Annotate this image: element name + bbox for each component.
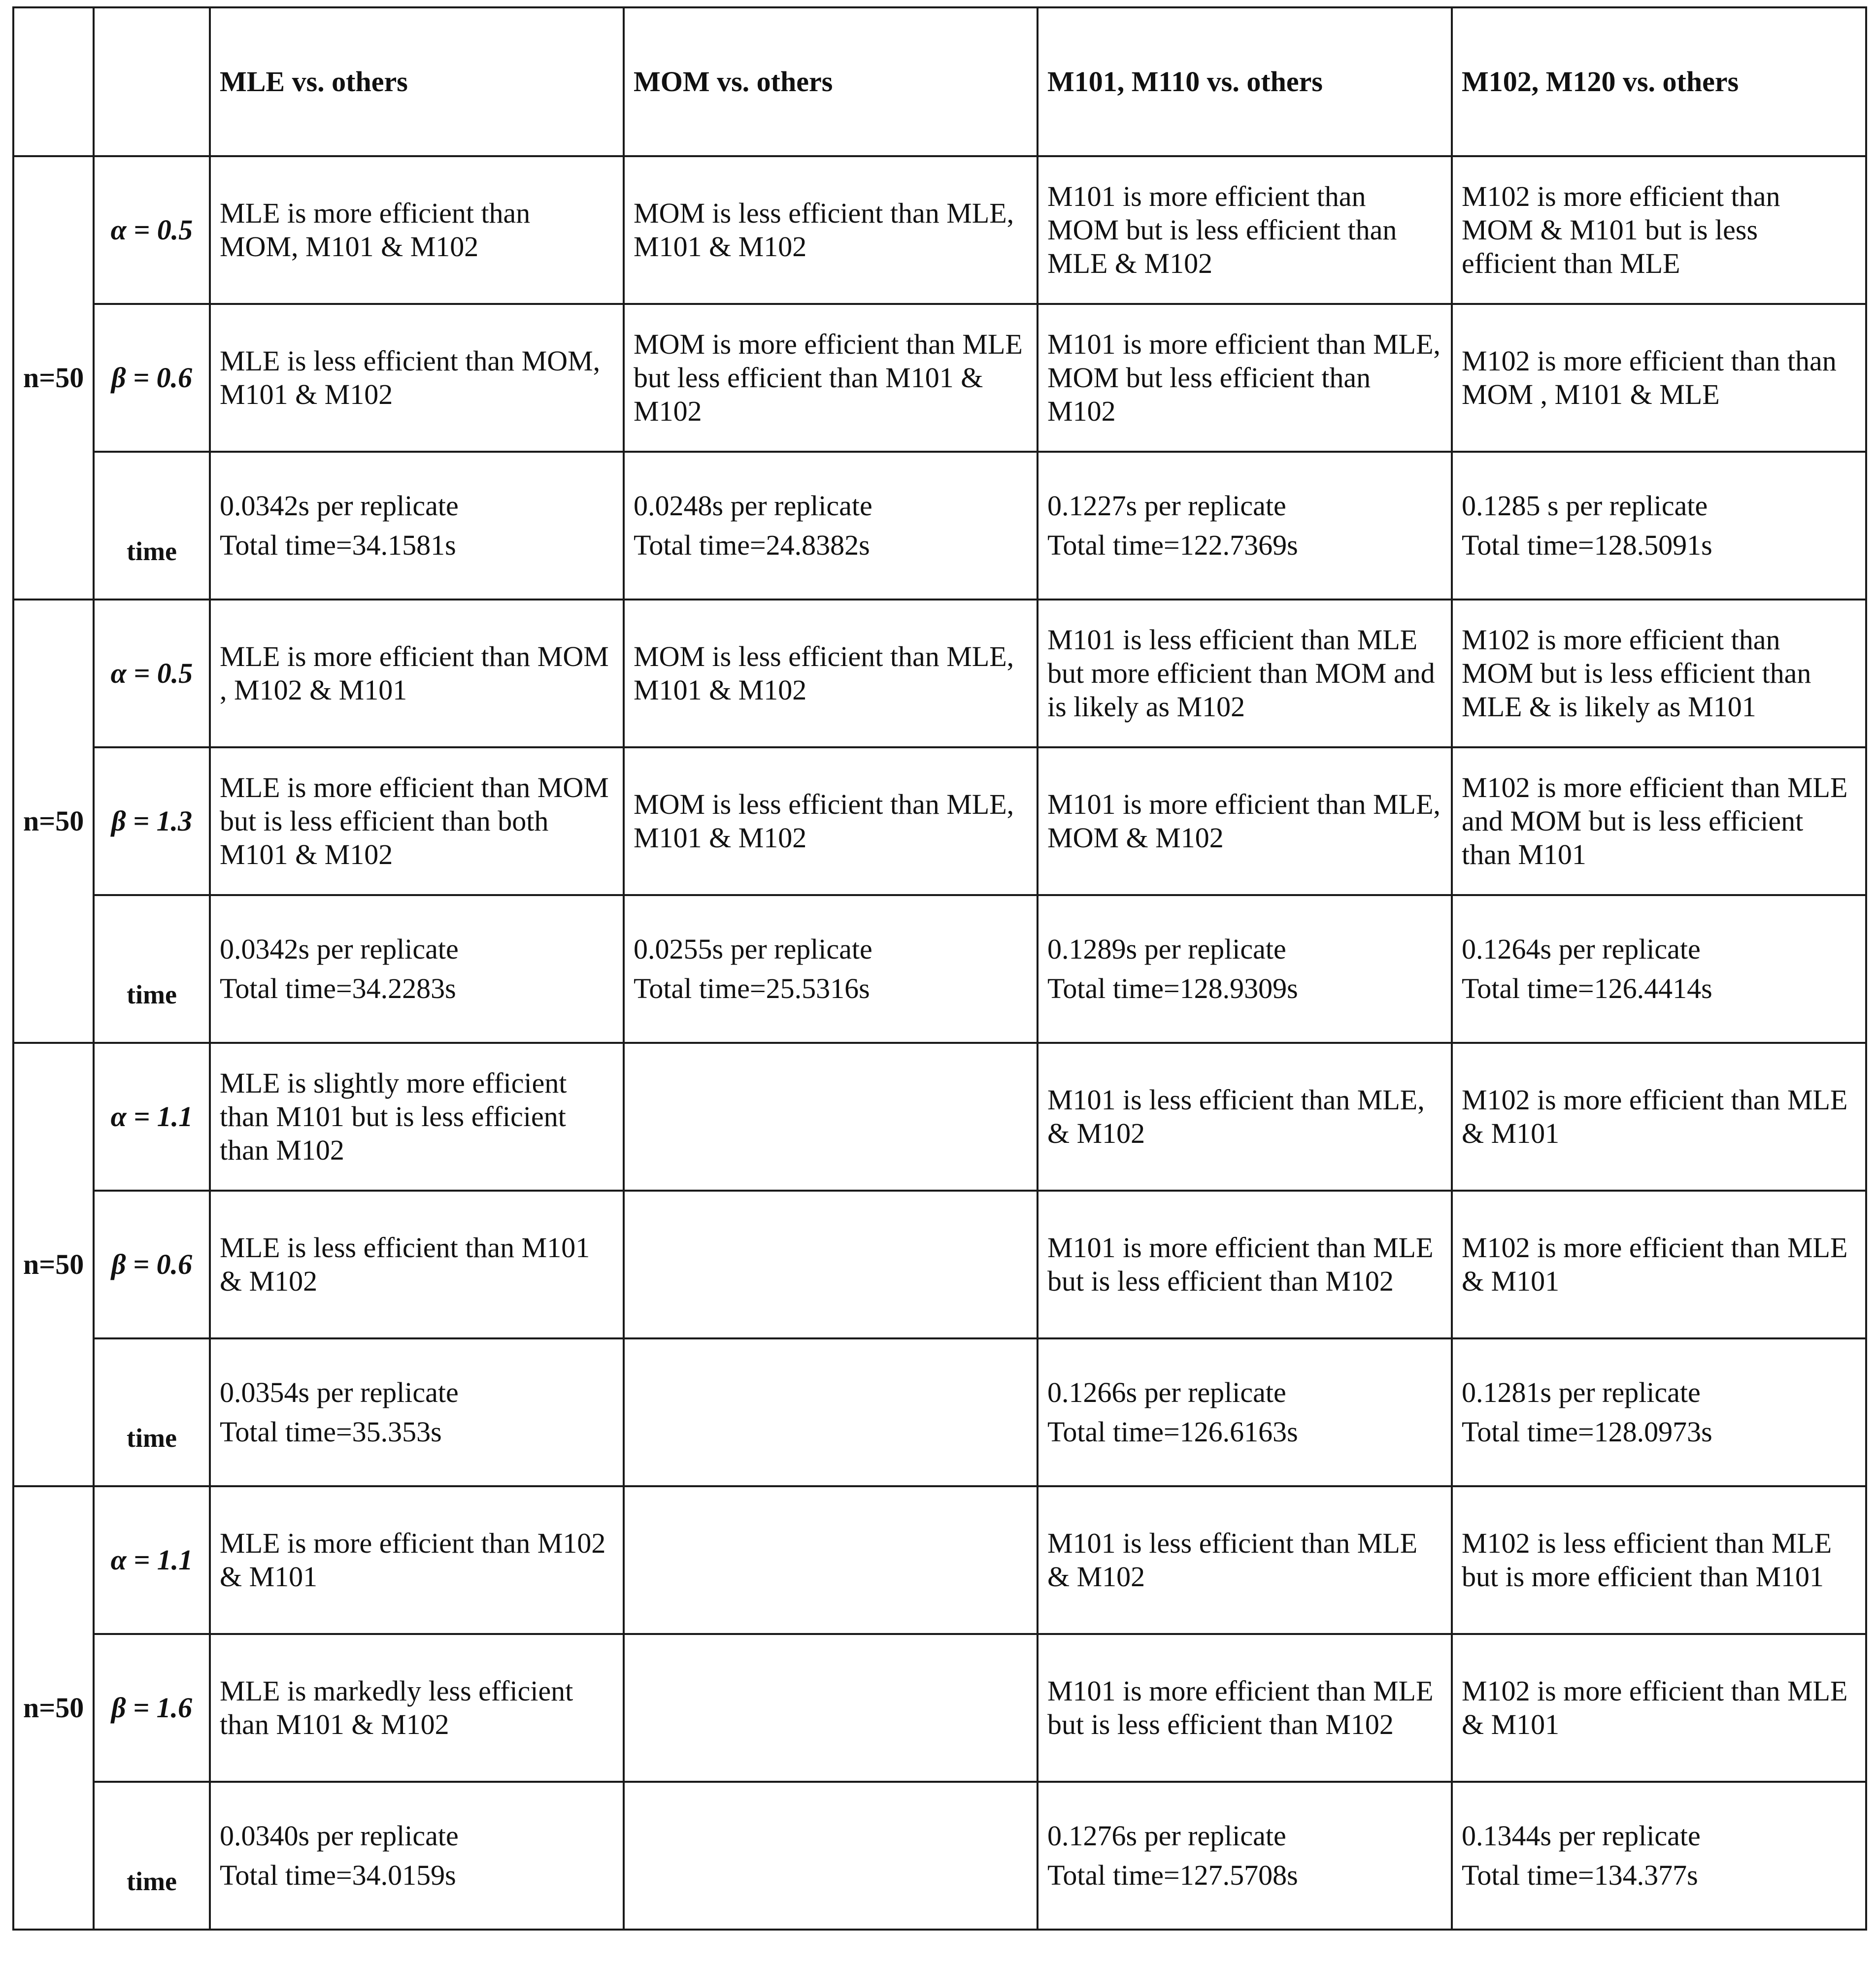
header-m102: M102, M120 vs. others (1452, 7, 1866, 156)
per-replicate-time: 0.0342s per replicate (220, 933, 459, 965)
header-group-cell (13, 7, 94, 156)
comparison-cell-m101: M101 is more efficient than MLE but is less efficient than M102 (1038, 1634, 1452, 1782)
per-replicate-time: 0.1264s per replicate (1462, 933, 1701, 965)
table-row (13, 1486, 1866, 1634)
time-cell-mom (624, 895, 1038, 1043)
time-cell-m101 (1038, 1338, 1452, 1486)
table-row (13, 304, 1866, 452)
comparison-cell-mom: MOM is less efficient than MLE, M101 & M102 (624, 156, 1038, 304)
header-mle: MLE vs. others (210, 7, 624, 156)
total-time: Total time=128.9309s (1047, 972, 1298, 1004)
total-time: Total time=35.353s (220, 1416, 442, 1448)
comparison-cell-m102: M102 is more efficient than MLE & M101 (1452, 1191, 1866, 1338)
time-cell-m102 (1452, 452, 1866, 600)
per-replicate-time: 0.0340s per replicate (220, 1820, 459, 1852)
per-replicate-time: 0.1276s per replicate (1047, 1820, 1286, 1852)
time-row (13, 452, 1866, 600)
efficiency-comparison-table (12, 6, 1867, 1931)
comparison-cell-m102: M102 is more efficient than MLE & M101 (1452, 1043, 1866, 1191)
time-label: time (94, 895, 210, 1043)
comparison-cell-m102: M102 is more efficient than MOM & M101 but is less efficient than MLE (1452, 156, 1866, 304)
comparison-cell-m102: M102 is more efficient than MLE & M101 (1452, 1634, 1866, 1782)
sample-size-label: n=50 (13, 600, 94, 1043)
comparison-cell-m102: M102 is less efficient than MLE but is more efficient than M101 (1452, 1486, 1866, 1634)
time-cell-mle (210, 1782, 624, 1930)
table-row (13, 1634, 1866, 1782)
table-row (13, 747, 1866, 895)
total-time: Total time=34.0159s (220, 1859, 456, 1891)
parameter-label: β = 0.6 (94, 304, 210, 452)
sample-size-label: n=50 (13, 1043, 94, 1486)
comparison-cell-m101: M101 is less efficient than MLE, & M102 (1038, 1043, 1452, 1191)
total-time: Total time=127.5708s (1047, 1859, 1298, 1891)
total-time: Total time=128.0973s (1462, 1416, 1712, 1448)
total-time: Total time=24.8382s (634, 529, 870, 561)
comparison-cell-m101: M101 is more efficient than MLE but is less efficient than M102 (1038, 1191, 1452, 1338)
header-param-cell (94, 7, 210, 156)
comparison-cell-mom: MOM is less efficient than MLE, M101 & M102 (624, 747, 1038, 895)
time-row (13, 1782, 1866, 1930)
time-cell-mom (624, 1782, 1038, 1930)
time-cell-mle (210, 452, 624, 600)
parameter-label: α = 0.5 (94, 600, 210, 747)
table-row (13, 600, 1866, 747)
table-row (13, 1191, 1866, 1338)
time-label: time (94, 1338, 210, 1486)
time-row (13, 895, 1866, 1043)
comparison-cell-mle: MLE is slightly more efficient than M101 but is less efficient than M102 (210, 1043, 624, 1191)
header-row (13, 7, 1866, 156)
comparison-cell-m102: M102 is more efficient than MLE and MOM but is less efficient than M101 (1452, 747, 1866, 895)
comparison-cell-mle: MLE is less efficient than M101 & M102 (210, 1191, 624, 1338)
comparison-cell-mle: MLE is more efficient than M102 & M101 (210, 1486, 624, 1634)
comparison-cell-mom (624, 1043, 1038, 1191)
parameter-label: α = 1.1 (94, 1043, 210, 1191)
total-time: Total time=34.1581s (220, 529, 456, 561)
total-time: Total time=25.5316s (634, 972, 870, 1004)
per-replicate-time: 0.0255s per replicate (634, 933, 872, 965)
parameter-label: β = 1.6 (94, 1634, 210, 1782)
comparison-cell-mom (624, 1634, 1038, 1782)
table-row (13, 156, 1866, 304)
time-cell-m102 (1452, 1338, 1866, 1486)
header-mom: MOM vs. others (624, 7, 1038, 156)
comparison-cell-m101: M101 is more efficient than MLE, MOM but less efficient than M102 (1038, 304, 1452, 452)
total-time: Total time=122.7369s (1047, 529, 1298, 561)
sample-size-label: n=50 (13, 1486, 94, 1930)
comparison-cell-mle: MLE is markedly less efficient than M101 & M102 (210, 1634, 624, 1782)
comparison-cell-mle: MLE is more efficient than MOM but is less efficient than both M101 & M102 (210, 747, 624, 895)
comparison-cell-m101: M101 is more efficient than MOM but is less efficient than MLE & M102 (1038, 156, 1452, 304)
total-time: Total time=134.377s (1462, 1859, 1698, 1891)
comparison-cell-mle: MLE is more efficient than MOM, M101 & M102 (210, 156, 624, 304)
time-cell-m102 (1452, 1782, 1866, 1930)
time-row (13, 1338, 1866, 1486)
comparison-cell-m101: M101 is less efficient than MLE but more efficient than MOM and is likely as M102 (1038, 600, 1452, 747)
comparison-cell-m101: M101 is more efficient than MLE, MOM & M102 (1038, 747, 1452, 895)
comparison-cell-mle: MLE is more efficient than MOM , M102 & M101 (210, 600, 624, 747)
comparison-cell-mom (624, 1486, 1038, 1634)
header-m101: M101, M110 vs. others (1038, 7, 1452, 156)
table-row (13, 1043, 1866, 1191)
comparison-cell-mom: MOM is more efficient than MLE but less efficient than M101 & M102 (624, 304, 1038, 452)
time-cell-mom (624, 1338, 1038, 1486)
total-time: Total time=126.4414s (1462, 972, 1712, 1004)
per-replicate-time: 0.1227s per replicate (1047, 490, 1286, 522)
total-time: Total time=126.6163s (1047, 1416, 1298, 1448)
per-replicate-time: 0.0248s per replicate (634, 490, 872, 522)
total-time: Total time=34.2283s (220, 972, 456, 1004)
comparison-cell-m102: M102 is more efficient than MOM but is less efficient than MLE & is likely as M101 (1452, 600, 1866, 747)
time-cell-m101 (1038, 895, 1452, 1043)
time-label: time (94, 452, 210, 600)
comparison-cell-m101: M101 is less efficient than MLE & M102 (1038, 1486, 1452, 1634)
per-replicate-time: 0.0354s per replicate (220, 1376, 459, 1408)
parameter-label: α = 0.5 (94, 156, 210, 304)
per-replicate-time: 0.1266s per replicate (1047, 1376, 1286, 1408)
time-cell-mle (210, 1338, 624, 1486)
per-replicate-time: 0.1344s per replicate (1462, 1820, 1701, 1852)
per-replicate-time: 0.1281s per replicate (1462, 1376, 1701, 1408)
comparison-cell-mom: MOM is less efficient than MLE, M101 & M102 (624, 600, 1038, 747)
time-cell-m102 (1452, 895, 1866, 1043)
time-cell-m101 (1038, 1782, 1452, 1930)
sample-size-label: n=50 (13, 156, 94, 600)
comparison-cell-mle: MLE is less efficient than MOM, M101 & M102 (210, 304, 624, 452)
time-label: time (94, 1782, 210, 1930)
time-cell-mle (210, 895, 624, 1043)
total-time: Total time=128.5091s (1462, 529, 1712, 561)
comparison-cell-mom (624, 1191, 1038, 1338)
parameter-label: β = 0.6 (94, 1191, 210, 1338)
time-cell-mom (624, 452, 1038, 600)
per-replicate-time: 0.1289s per replicate (1047, 933, 1286, 965)
parameter-label: β = 1.3 (94, 747, 210, 895)
time-cell-m101 (1038, 452, 1452, 600)
comparison-cell-m102: M102 is more efficient than than MOM , M101 & MLE (1452, 304, 1866, 452)
parameter-label: α = 1.1 (94, 1486, 210, 1634)
per-replicate-time: 0.0342s per replicate (220, 490, 459, 522)
per-replicate-time: 0.1285 s per replicate (1462, 490, 1708, 522)
